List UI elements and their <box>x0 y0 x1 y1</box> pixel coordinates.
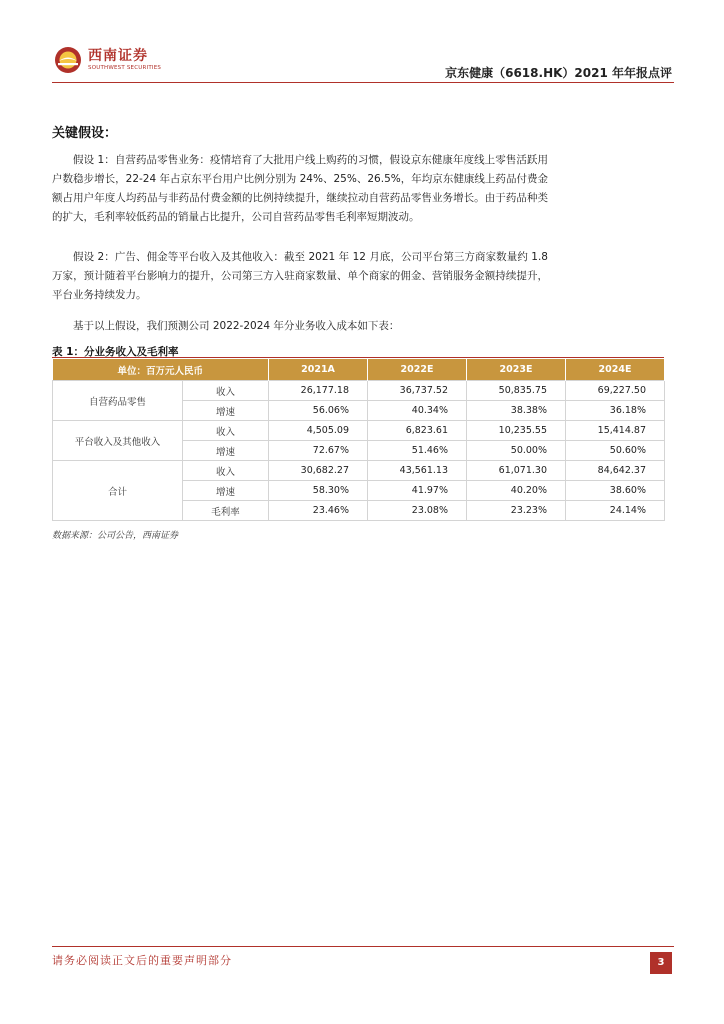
cell-value: 23.46% <box>312 505 350 516</box>
cell-value: 30,682.27 <box>300 465 350 476</box>
header-2021a: 2021A <box>269 359 368 381</box>
section-title: 关键假设： <box>52 126 118 141</box>
cell-value: 26,177.18 <box>300 385 350 396</box>
category-total: 合计 <box>53 461 183 521</box>
company-logo <box>54 44 161 76</box>
cell-value: 38.38% <box>510 405 548 416</box>
cell-value: 36,737.52 <box>399 385 449 396</box>
metric-label: 收入 <box>183 421 269 441</box>
page-number: 3 <box>650 952 672 974</box>
paragraph-assumption-1: 假设 1：自营药品零售业务：疫情培育了大批用户线上购药的习惯，假设京东健康年度线上零售活跃用户数稳步增长，22-24 年占京东平台用户比例分别为 24%、25%、26.5%，年均京东健康线上药品付费金额占用户年度人均药品与非药品付费金额的比例持续提升，继续拉动自营药品零售业务增长。由于药品种类的扩大，毛利率较低药品的销量占比提升，公司自营药品零售毛利率短期波动。 <box>52 154 548 223</box>
logo-chinese-name: 西南证券 <box>88 48 148 64</box>
logo-mark-icon <box>54 46 82 74</box>
header-divider <box>52 82 674 83</box>
cell-value: 50.00% <box>510 445 548 456</box>
cell-value: 43,561.13 <box>399 465 449 476</box>
paragraph-forecast-intro: 基于以上假设，我们预测公司 2022-2024 年分业务收入成本如下表： <box>73 320 400 332</box>
paragraph-assumption-2: 假设 2：广告、佣金等平台收入及其他收入：截至 2021 年 12 月底，公司平台第三方商家数量约 1.8 万家，预计随着平台影响力的提升，公司第三方入驻商家数量、单个商家的佣金、营销服务金额持续提升，平台业务持续发力。 <box>52 251 548 301</box>
logo-english-name: SOUTHWEST SECURITIES <box>88 65 162 71</box>
table-row <box>53 421 665 441</box>
category-self-operated: 自营药品零售 <box>53 381 183 421</box>
cell-value: 41.97% <box>411 485 449 496</box>
cell-value: 10,235.55 <box>498 425 548 436</box>
header-2023e: 2023E <box>467 359 566 381</box>
metric-label: 增速 <box>183 441 269 461</box>
cell-value: 69,227.50 <box>597 385 647 396</box>
cell-value: 23.08% <box>411 505 449 516</box>
cell-value: 40.20% <box>510 485 548 496</box>
metric-label: 毛利率 <box>183 501 269 521</box>
cell-value: 56.06% <box>312 405 350 416</box>
cell-value: 50,835.75 <box>498 385 548 396</box>
cell-value: 4,505.09 <box>306 425 350 436</box>
disclaimer-notice: 请务必阅读正文后的重要声明部分 <box>52 954 232 967</box>
table-row <box>53 381 665 401</box>
header-2024e: 2024E <box>566 359 665 381</box>
report-title: 京东健康（6618.HK）2021 年年报点评 <box>445 66 672 80</box>
cell-value: 38.60% <box>609 485 647 496</box>
table-caption-rule <box>52 357 664 358</box>
data-source-note: 数据来源：公司公告，西南证券 <box>52 531 179 541</box>
table-caption: 表 1：分业务收入及毛利率 <box>52 346 179 358</box>
cell-value: 6,823.61 <box>405 425 449 436</box>
cell-value: 61,071.30 <box>498 465 548 476</box>
cell-value: 36.18% <box>609 405 647 416</box>
cell-value: 84,642.37 <box>597 465 647 476</box>
metric-label: 增速 <box>183 401 269 421</box>
cell-value: 24.14% <box>609 505 647 516</box>
cell-value: 23.23% <box>510 505 548 516</box>
revenue-table <box>52 359 665 521</box>
cell-value: 58.30% <box>312 485 350 496</box>
category-platform: 平台收入及其他收入 <box>53 421 183 461</box>
cell-value: 15,414.87 <box>597 425 647 436</box>
cell-value: 72.67% <box>312 445 350 456</box>
footer-divider <box>52 946 674 947</box>
cell-value: 40.34% <box>411 405 449 416</box>
cell-value: 51.46% <box>411 445 449 456</box>
metric-label: 增速 <box>183 481 269 501</box>
table-row <box>53 461 665 481</box>
metric-label: 收入 <box>183 461 269 481</box>
metric-label: 收入 <box>183 381 269 401</box>
header-unit: 单位：百万元人民币 <box>53 359 269 381</box>
table-header-row <box>53 359 665 381</box>
cell-value: 50.60% <box>609 445 647 456</box>
header-2022e: 2022E <box>368 359 467 381</box>
